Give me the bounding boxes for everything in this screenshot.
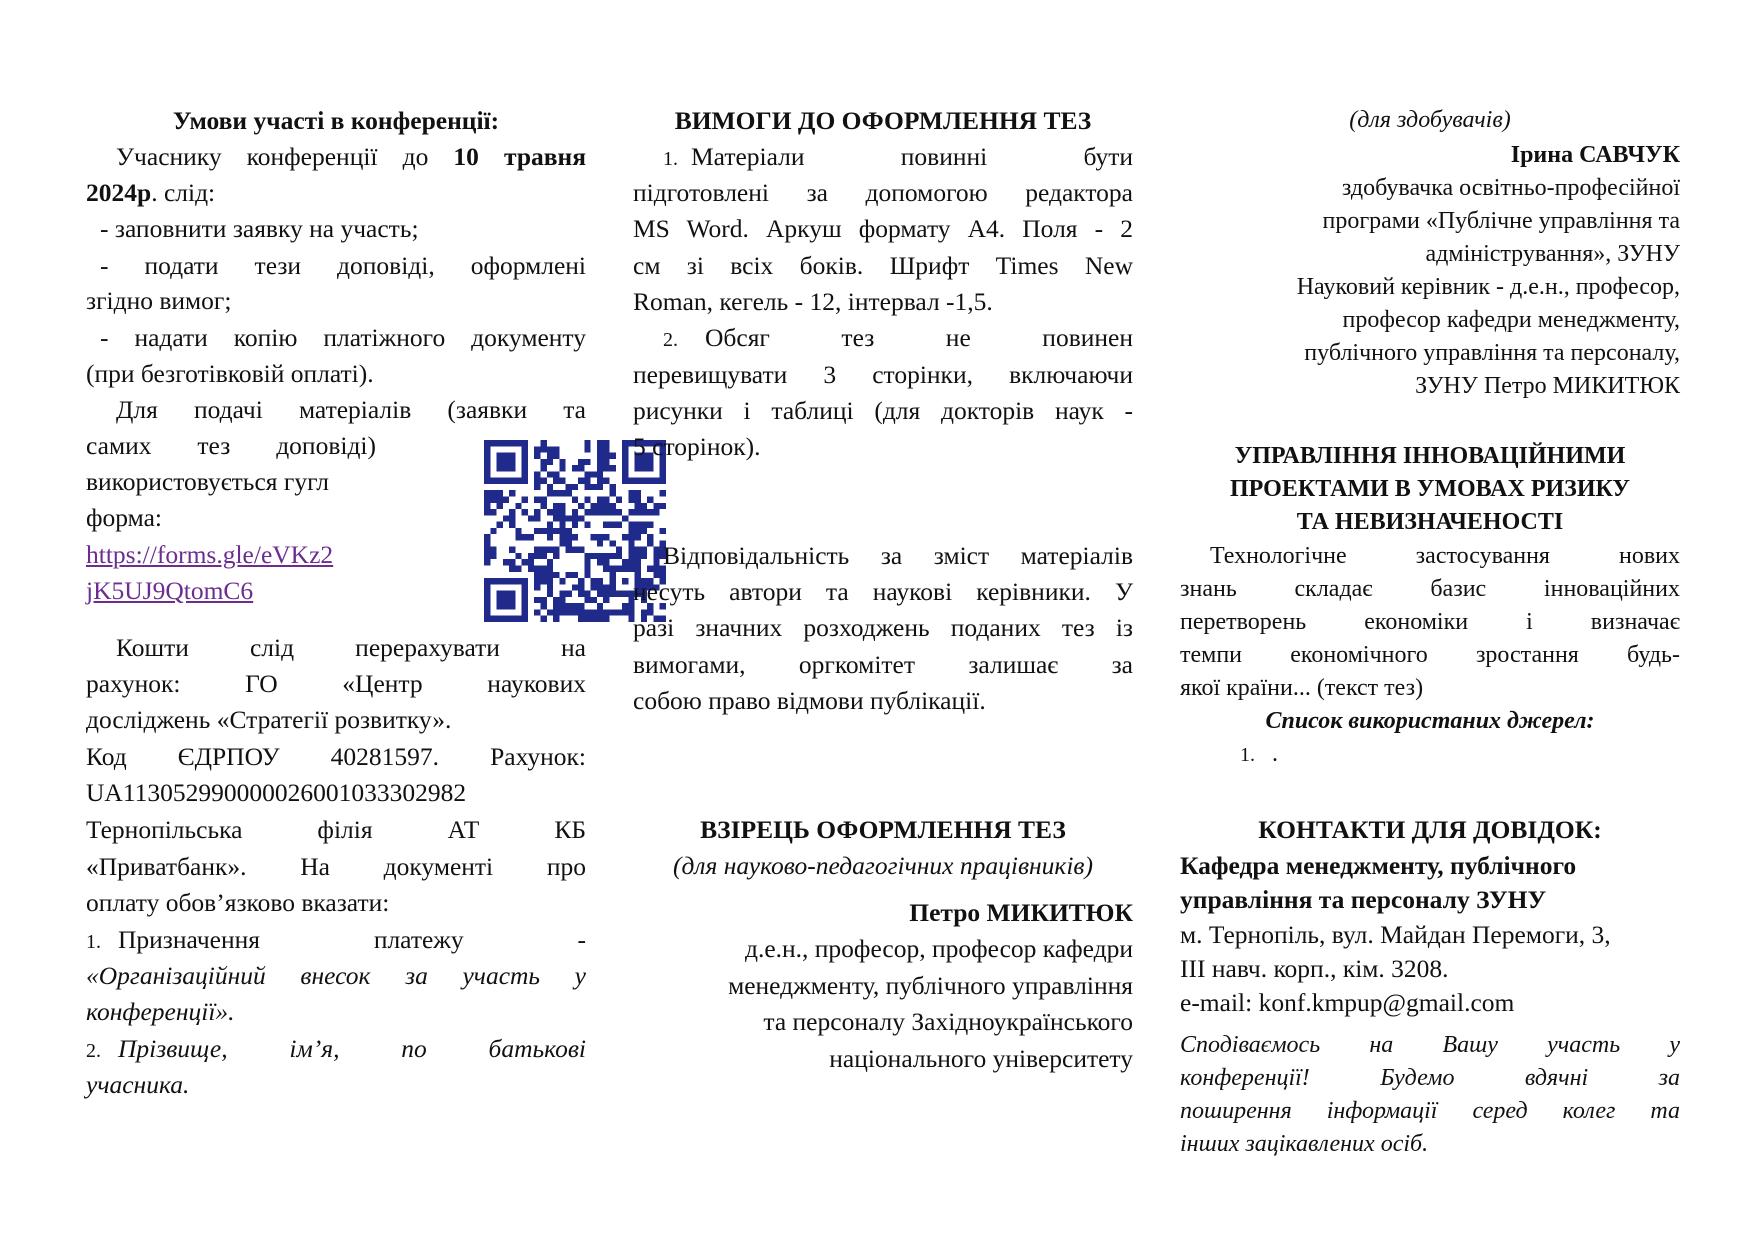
req-line: Обсяг тез не повинен (705, 323, 1133, 352)
req-line: 5 сторінок). (633, 432, 761, 461)
responsibility-line: разі значних розходжень поданих тез із (633, 613, 1133, 642)
req-line: MS Word. Аркуш формату А4. Поля - 2 (633, 214, 1133, 243)
sample-author-affiliation: д.е.н., професор, професор кафедри (744, 934, 1133, 963)
req-line: см зі всіх боків. Шрифт Times New (633, 251, 1133, 280)
department-name: Кафедра менеджменту, публічного (1180, 851, 1577, 880)
req-line: рисунки і таблиці (для докторів наук - (633, 396, 1133, 425)
payment-item: Прізвище, ім’я, по батькові (118, 1034, 586, 1063)
sample-title: ТА НЕВИЗНАЧЕНОСТІ (1296, 509, 1564, 535)
sample-title: ПРОЕКТАМИ В УМОВАХ РИЗИКУ (1229, 476, 1631, 502)
sample-subheading: (для науково-педагогічних працівників) (672, 851, 1093, 880)
student-affiliation: ЗУНУ Петро МИКИТЮК (1415, 373, 1680, 399)
sample-author: Петро МИКИТЮК (909, 898, 1133, 927)
contacts-heading: КОНТАКТИ ДЛЯ ДОВІДОК: (1258, 815, 1602, 844)
req-line: перевищувати 3 сторінки, включаючи (633, 360, 1133, 389)
google-form-link[interactable]: https://forms.gle/eVKz2 (86, 540, 334, 569)
payment-item-cont: конференції». (86, 997, 235, 1026)
payment-item-cont: учасника. (86, 1070, 190, 1099)
address-line: м. Тернопіль, вул. Майдан Перемоги, 3, (1180, 920, 1611, 949)
payment-line: рахунок: ГО «Центр наукових (86, 669, 586, 698)
req-line: Roman, кегель - 12, інтервал -1,5. (633, 287, 993, 316)
requirements-heading: ВИМОГИ ДО ОФОРМЛЕННЯ ТЕЗ (674, 106, 1092, 135)
sources-heading: Список використаних джерел: (1265, 708, 1595, 734)
google-form-link-cont[interactable]: jK5UJ9QtomC6 (86, 576, 254, 605)
responsibility-line: вимогами, оргкомітет залишає за (633, 650, 1133, 679)
sample-body-line: знань складає базис інноваційних (1180, 576, 1680, 602)
payment-line: Код ЄДРПОУ 40281597. Рахунок: (86, 742, 586, 771)
student-affiliation: Науковий керівник - д.е.н., професор, (1296, 274, 1680, 300)
req-number: 1. (663, 148, 678, 170)
email-link[interactable]: konf.kmpup@gmail.com (1258, 988, 1515, 1017)
closing-line: конференції! Будемо вдячні за (1180, 1065, 1680, 1091)
closing-line: поширення інформації серед колег та (1180, 1098, 1680, 1124)
payment-item: Призначення платежу - (118, 925, 586, 954)
submit-line: Для подачі матеріалів (заявки та (116, 395, 586, 424)
student-author: Ірина САВЧУК (1510, 142, 1680, 168)
sample-author-affiliation: та персоналу Західноукраїнського (763, 1007, 1133, 1036)
bullet-item: - заповнити заявку на участь; (100, 214, 419, 243)
payment-line: Кошти слід перерахувати на (116, 633, 586, 662)
sources-item-number: 1. (1240, 744, 1255, 766)
sample-author-affiliation: національного університету (829, 1044, 1133, 1073)
payment-item-cont: «Організаційний внесок за участь у (86, 961, 586, 990)
responsibility-line: Відповідальність за зміст матеріалів (663, 541, 1133, 570)
sample-author-affiliation: менеджменту, публічного управління (728, 971, 1133, 1000)
department-name: управління та персоналу ЗУНУ (1180, 885, 1547, 914)
submit-line: самих тез доповіді) (86, 431, 376, 460)
bullet-item: - подати тези доповіді, оформлені (100, 251, 586, 280)
req-line: підготовлені за допомогою редактора (633, 178, 1133, 207)
sample-title: УПРАВЛІННЯ ІННОВАЦІЙНИМИ (1234, 443, 1626, 469)
bullet-item: - надати копію платіжного документу (100, 323, 586, 352)
student-affiliation: публічного управління та персоналу, (1304, 340, 1680, 366)
student-affiliation: програми «Публічне управління та (1322, 208, 1680, 234)
sample-body-line: якої країни... (текст тез) (1180, 675, 1424, 701)
email-line (1180, 985, 1514, 1021)
student-affiliation: професор кафедри менеджменту, (1342, 307, 1680, 333)
submit-line: форма: (86, 503, 163, 532)
intro-line-1: Учаснику конференції до 10 травня (116, 142, 587, 171)
closing-line: Сподіваємось на Вашу участь у (1180, 1032, 1680, 1058)
student-affiliation: адміністрування», ЗУНУ (1425, 241, 1680, 267)
responsibility-line: несуть автори та наукові керівники. У (633, 577, 1133, 606)
sample-body-line: перетворень економіки і визначає (1180, 609, 1680, 635)
student-subheading: (для здобувачів) (1349, 107, 1511, 133)
student-affiliation: здобувачка освітньо-професійної (1341, 175, 1680, 201)
intro-line-2: 2024р. слід: (86, 178, 216, 207)
payment-line: оплату обов’язково вказати: (86, 888, 390, 917)
submit-line: використовується гугл (86, 467, 329, 496)
bullet-item-cont: (при безготівковій оплаті). (86, 359, 374, 388)
responsibility-line: собою право відмови публікації. (633, 686, 986, 715)
email-label: e-mail: (1180, 988, 1253, 1017)
sources-item-text: . (1272, 741, 1278, 767)
payment-line: «Приватбанк». На документі про (86, 852, 586, 881)
payment-line: Тернопільська філія АТ КБ (86, 815, 586, 844)
conditions-heading: Умови участі в конференції: (172, 106, 500, 135)
payment-item-number: 2. (86, 1040, 101, 1062)
address-line: ІІІ навч. корп., кім. 3208. (1180, 954, 1449, 983)
req-line: Матеріали повинні бути (691, 142, 1133, 171)
sample-body-line: Технологічне застосування нових (1210, 543, 1680, 569)
payment-line: досліджень «Стратегії розвитку». (86, 705, 452, 734)
sample-body-line: темпи економічного зростання будь- (1180, 642, 1680, 668)
bank-account-number: UA113052990000026001033302982 (86, 778, 467, 807)
sample-heading: ВЗІРЕЦЬ ОФОРМЛЕННЯ ТЕЗ (700, 815, 1066, 844)
closing-line: інших зацікавлених осіб. (1180, 1131, 1429, 1157)
bullet-item-cont: згідно вимог; (86, 286, 232, 315)
req-number: 2. (663, 329, 678, 351)
payment-item-number: 1. (86, 931, 101, 953)
